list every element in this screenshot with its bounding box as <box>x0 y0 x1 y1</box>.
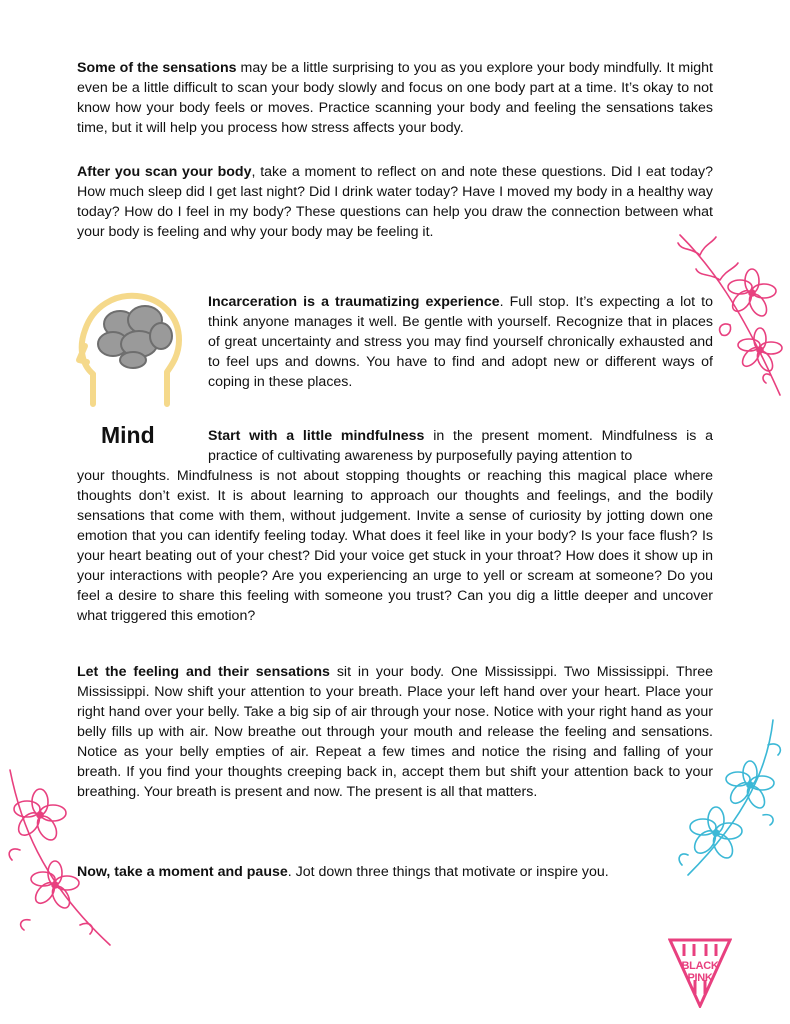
lead-text: Now, take a moment and pause <box>77 864 288 880</box>
lead-text: After you scan your body <box>77 164 252 180</box>
paragraph-after-scan <box>77 162 713 242</box>
floral-pink-decoration-icon <box>660 225 790 410</box>
paragraph-breathing <box>77 662 713 802</box>
head-brain-icon <box>75 286 185 411</box>
paragraph-mindfulness-intro <box>208 426 713 466</box>
body-text: sit in your body. One Mississippi. Two Mississippi. Three Mississippi. Now shift your attention to your breath. Place your left hand over your heart. Place your right hand over your belly. Take a big sip of air through your nose. Notice with your right hand as your belly fills up with air. Now breathe out through your mouth and release the feeling and sensations. Notice as your belly empties of air. Repeat a few times and notice the rising and falling of your breath. If you find your thoughts creeping back in, accept them but shift your attention back to your breathing. Your breath is present and now. The present is all that matters. <box>77 664 714 800</box>
body-text: in the present moment. Mindfulness is a practice of cultivating awareness by purposefully paying attention to <box>208 428 713 464</box>
body-text: , take a moment to reflect on and note these questions. Did I eat today? How much sleep did I get last night? Did I drink water today? Have I moved my body in a healthy way today? How do I feel in my body? These questions can help you draw the connection between what your body is feeling and why your body may be feeling it. <box>77 164 713 240</box>
paragraph-incarceration <box>208 292 713 392</box>
body-text: may be a little surprising to you as you explore your body mindfully. It might even be a little difficult to scan your body slowly and focus on one body part at a time. It’s okay to not know how your body feels or moves. Practice scanning your body and feeling the sensations takes time, but it will help you process how stress affects your body. <box>77 60 713 136</box>
lead-text: Some of the sensations <box>77 60 237 76</box>
lead-text: Let the feeling and their sensations <box>77 664 330 680</box>
paragraph-pause <box>77 862 713 882</box>
logo-text: BLACK PINK <box>681 960 719 984</box>
floral-blue-decoration-icon <box>668 715 790 885</box>
body-text: . Jot down three things that motivate or inspire you. <box>287 864 609 880</box>
paragraph-sensations <box>77 58 713 138</box>
lead-text: Start with a little mindfulness <box>208 428 425 444</box>
triangle-logo-icon <box>668 938 732 1008</box>
floral-pink-decoration-icon <box>0 760 120 955</box>
paragraph-mindfulness-body <box>77 466 713 626</box>
lead-text: Incarceration is a traumatizing experience <box>208 294 500 310</box>
body-text: your thoughts. Mindfulness is not about stopping thoughts or reaching this magical place where thoughts don’t exist. It is about learning to approach our thoughts and feelings, and the bodily sensations that come with them, without judgement. Invite a sense of curiosity by jotting down one emotion that you can identify feeling today. What does it feel like in your body? Is your face flush? Is your heart beating out of your chest? Did your voice get stuck in your throat? How does it show up in your interactions with people? Are you experiencing an urge to yell or scream at someone? Do you feel a desire to share this feeling with someone you trust? Can you dig a little deeper and uncover what triggered this emotion? <box>77 468 713 624</box>
mind-label: Mind <box>101 422 155 448</box>
body-text: . Full stop. It’s expecting a lot to think anyone manages it well. Be gentle with yourself. Recognize that in places of great uncertainty and stress you may find yourself chronically exhausted and to feel ups and downs. You have to find and adopt new or different ways of coping in these places. <box>208 294 713 390</box>
